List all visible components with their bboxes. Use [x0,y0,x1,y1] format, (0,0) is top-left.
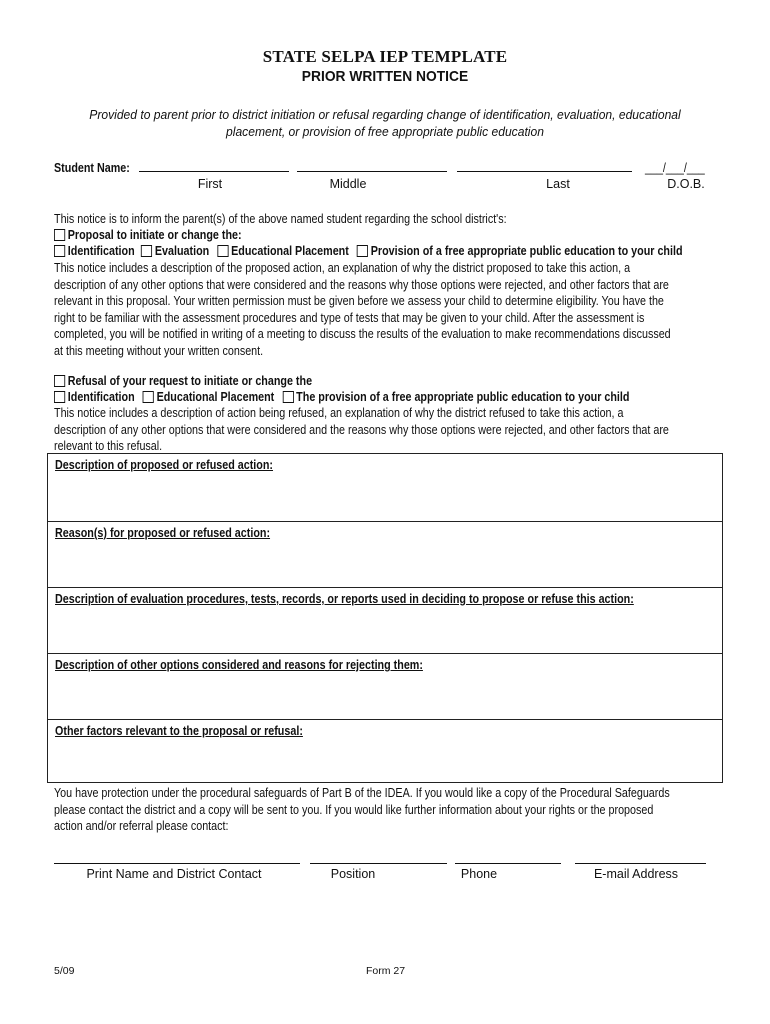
proposal-body-line: at this meeting without your written consent. [54,343,264,358]
proposal-evaluation-checkbox[interactable] [141,245,152,257]
proposal-body-line: completed, you will be notified in writing of a meeting to discuss the results of the evaluation to make recommendations discussed [54,327,671,341]
form-title: STATE SELPA IEP TEMPLATE [262,47,508,66]
proposal-body-line: description of any other options that were considered and the reasons why those options were rejected, and other factors that are [54,277,669,292]
proposal-body [54,260,671,359]
email-label: E-mail Address [593,867,679,881]
footer-form-number: Form 27 [366,965,406,977]
proposal-body-line: relevant in this proposal. Your written permission must be given before we assess your child to determine eligibility. You have the [54,294,664,308]
dob-field[interactable]: ___/___/___ [645,161,705,175]
first-label: First [197,177,223,191]
reasons-label: Reason(s) for proposed or refused action: [55,526,271,540]
proposal-option-identification: Identification [67,244,135,258]
description-line-1: Provided to parent prior to district initiation or refusal regarding change of identification, evaluation, educational [89,107,681,122]
last-label: Last [546,177,570,191]
refusal-checkbox[interactable] [54,375,65,387]
refusal-heading-row [54,373,312,390]
notice-intro: This notice is to inform the parent(s) of the above named student regarding the school district's: [54,212,507,226]
middle-name-field[interactable] [297,160,447,172]
proposal-placement-checkbox[interactable] [217,245,228,257]
proposal-body-line: This notice includes a description of the proposed action, an explanation of why the district proposed to take this action, a [54,261,631,275]
student-name-label: Student Name: [54,161,130,175]
evaluation-procedures-label: Description of evaluation procedures, tests, records, or reports used in deciding to propose or refuse this action: [55,592,634,606]
proposal-options-row [54,243,683,260]
other-factors-label: Other factors relevant to the proposal or refusal: [55,724,303,738]
first-name-field[interactable] [139,160,289,172]
safeguards-line: please contact the district and a copy will be sent to you. If you would like further information about your rights or the proposed [54,802,654,817]
phone-field[interactable] [455,863,561,864]
refusal-body-line: This notice includes a description of action being refused, an explanation of why the district refused to take this action, a [54,406,624,420]
other-options-cell[interactable] [48,653,722,719]
proposed-action-label: Description of proposed or refused action: [55,458,274,472]
email-field[interactable] [575,863,706,864]
refusal-heading: Refusal of your request to initiate or change the [67,374,313,388]
refusal-option-fape: The provision of a free appropriate public education to your child [296,390,630,404]
proposal-heading: Proposal to initiate or change the: [67,228,242,242]
form-description [83,106,688,140]
refusal-fape-checkbox[interactable] [282,391,293,403]
contact-name-label: Print Name and District Contact [86,867,262,881]
proposal-heading-row [54,227,242,244]
position-field[interactable] [310,863,447,864]
proposal-option-fape: Provision of a free appropriate public education to your child [370,244,683,258]
evaluation-procedures-cell[interactable] [48,587,722,653]
refusal-body-line: description of any other options that were considered and the reasons why those options were rejected, and other factors that are [54,422,669,437]
other-options-label: Description of other options considered and reasons for rejecting them: [55,658,423,672]
position-label: Position [330,867,376,881]
safeguards-line: action and/or referral please contact: [54,819,229,833]
form-subtitle: PRIOR WRITTEN NOTICE [301,68,469,85]
refusal-identification-checkbox[interactable] [54,391,65,403]
proposal-identification-checkbox[interactable] [54,245,65,257]
middle-label: Middle [329,177,367,191]
proposal-option-evaluation: Evaluation [154,244,210,258]
refusal-body [54,405,669,455]
phone-label: Phone [460,867,498,881]
other-factors-cell[interactable] [48,719,722,782]
proposed-action-cell[interactable] [48,454,722,521]
dob-label: D.O.B. [667,177,705,191]
refusal-body-line: relevant to this refusal. [54,439,163,453]
description-table [47,453,723,783]
safeguards-text [54,785,670,835]
refusal-option-identification: Identification [67,390,135,404]
description-line-2: placement, or provision of free appropriate public education [226,124,544,139]
refusal-placement-checkbox[interactable] [143,391,154,403]
reasons-cell[interactable] [48,521,722,587]
footer-date: 5/09 [54,965,75,977]
proposal-option-placement: Educational Placement [231,244,349,258]
proposal-checkbox[interactable] [54,229,65,241]
refusal-option-placement: Educational Placement [156,390,275,404]
contact-name-field[interactable] [54,863,300,864]
safeguards-line: You have protection under the procedural safeguards of Part B of the IDEA. If you would like a copy of the Procedural Safeguards [54,786,670,800]
proposal-body-line: right to be familiar with the assessment procedures and type of tests that may be given to your child. After the assessment is [54,310,645,325]
proposal-fape-checkbox[interactable] [357,245,368,257]
refusal-options-row [54,389,629,406]
last-name-field[interactable] [457,160,632,172]
